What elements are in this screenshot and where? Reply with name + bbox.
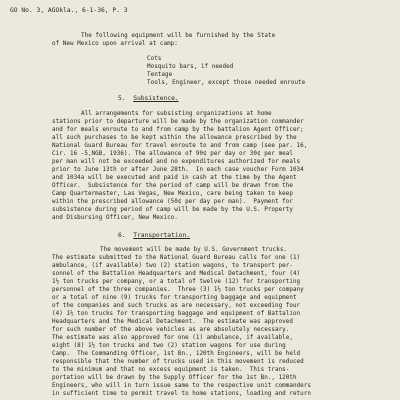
paragraph-line: Headquarters and the Medical Detachment. The estimate was approved [52, 319, 293, 325]
page-header: GO No. 3, AGOkla., 6-1-36, P. 3 [10, 7, 128, 14]
intro-line: The following equipment will be furnished by the State [81, 33, 276, 39]
paragraph-line: 1½ ton trucks per company, or a total of twelve (12) for transporting [52, 279, 301, 285]
paragraph-line: Camp. The Commanding Officer, 1st Bn., 120th Engineers, will be held [52, 351, 301, 357]
paragraph-line: and 1034a will be executed and paid in cash at the time by the Agent [52, 175, 297, 181]
paragraph-line: All arrangements for subsisting organizations at home [81, 111, 272, 117]
paragraph-line: personnel of the three companies. Three (3) 1½ ton trucks per company [52, 287, 304, 293]
equipment-item: Mosquito bars, if needed [147, 64, 234, 70]
paragraph-line: eight (8) 1½ ton trucks and two (2) station wagons for use during [52, 343, 286, 349]
paragraph-line: portation will be drawn by the Supply Officer for the 1st Bn., 120th [52, 375, 297, 381]
section-title: Transportation. [133, 232, 191, 239]
equipment-item: Tools, Engineer, except those needed enroute [147, 80, 306, 86]
section-number: 5. [118, 95, 126, 102]
paragraph-line: sonnel of the Battalion Headquarters and Medical Detachment, four (4) [52, 271, 301, 277]
paragraph-line: Engineers, who will in turn issue same to the respective unit commanders [52, 383, 311, 389]
section-5-heading [118, 95, 179, 102]
paragraph-line: Officer. Subsistence for the period of camp will be drawn from the [52, 183, 293, 189]
paragraph-line: and Disbursing Officer, New Mexico. [52, 215, 178, 221]
equipment-item: Tentage [147, 72, 173, 78]
paragraph-line: Camp Quartermaster, Las Vegas, New Mexico, care being taken to keep [52, 191, 293, 197]
paragraph-line: subsistence during period of camp will be made by the U.S. Property [52, 207, 293, 213]
paragraph-line: for such number of the above vehicles as are absolutely necessary. [52, 327, 290, 333]
section-6-heading [118, 232, 190, 239]
paragraph-line: prior to June 13th or after June 28th. In each case voucher Form 1034 [52, 167, 304, 173]
paragraph-line: National Guard Bureau for travel enroute to and from camp (see par. 16, [52, 143, 308, 149]
paragraph-line: ambulance, (if available) two (2) station wagons, to transport per- [52, 263, 293, 269]
paragraph-line: in sufficient time to permit travel to home stations, loading and return [52, 391, 311, 397]
section-number: 6. [118, 232, 126, 239]
paragraph-line: The movement will be made by U.S. Government trucks. [100, 247, 288, 253]
paragraph-line: of the companies and such trucks as are necessary, not exceeding four [52, 303, 301, 309]
equipment-item: Cots [147, 56, 162, 62]
paragraph-line: responsible that the number of trucks used in this movement is reduced [52, 359, 304, 365]
intro-line: of New Mexico upon arrival at camp: [52, 41, 178, 47]
paragraph-line: The estimate was also approved for one (1) ambulance, if available, [52, 335, 293, 341]
paragraph-line: to the minimum and that no excess equipment is taken. This trans- [52, 367, 290, 373]
paragraph-line: and for meals enroute to and from camp by the battalion Agent Officer; [52, 127, 304, 133]
paragraph-line: within the prescribed allowance (50¢ per day per man). Payment for [52, 199, 293, 205]
paragraph-line: (4) 1½ ton trucks for transporting baggage and equipment of Battalion [52, 311, 301, 317]
paragraph-line: per man will not be exceeded and no expenditures authorized for meals [52, 159, 301, 165]
paragraph-line: Cir. 16 -5,NGB, 1936). The allowance of 90¢ per day or 30¢ per meal [52, 151, 293, 157]
paragraph-line: The estimate submitted to the National Guard Bureau calls for one (1) [52, 255, 301, 261]
paragraph-line: all such purchases to be kept within the allowance prescribed by the [52, 135, 297, 141]
paragraph-line: or a total of nine (9) trucks for transporting baggage and equipment [52, 295, 297, 301]
paragraph-line: stations prior to departure will be made by the organization commander [52, 119, 304, 125]
section-title: Subsistence. [133, 95, 179, 102]
